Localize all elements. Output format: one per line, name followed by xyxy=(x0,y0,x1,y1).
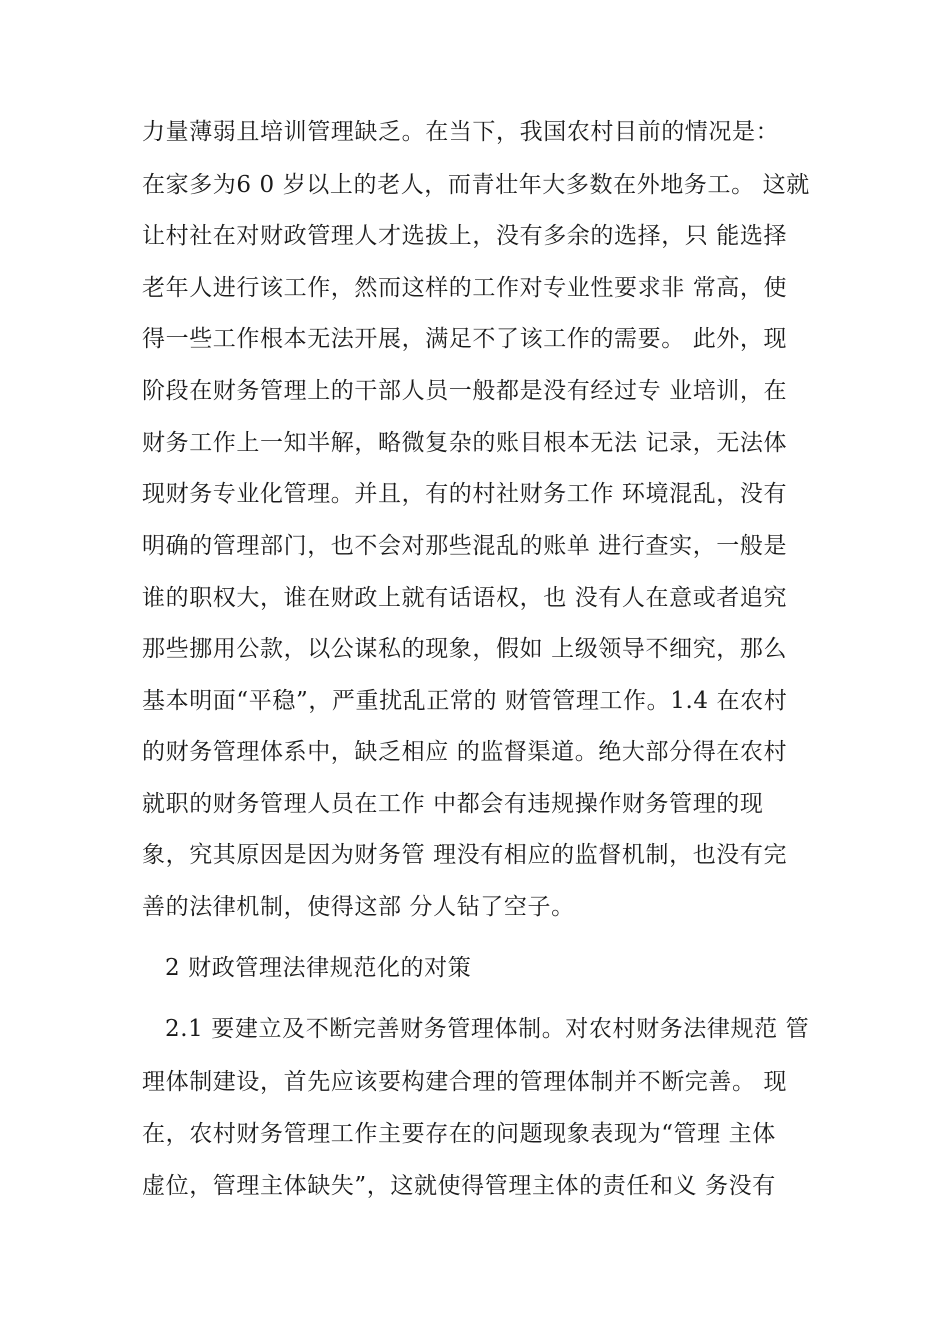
section-heading: 2 财政管理法律规范化的对策 xyxy=(165,955,472,981)
paragraph-line: 财务工作上一知半解，略微复杂的账目根本无法 记录，无法体 xyxy=(142,430,788,456)
paragraph-line: 理体制建设，首先应该要构建合理的管理体制并不断完善。 现 xyxy=(142,1069,788,1095)
paragraph-line: 基本明面“平稳”，严重扰乱正常的 财管管理工作。1.4 在农村 xyxy=(142,688,788,714)
paragraph-line: 在，农村财务管理工作主要存在的问题现象表现为“管理 主体 xyxy=(142,1121,776,1147)
paragraph-line: 得一些工作根本无法开展，满足不了该工作的需要。 此外，现 xyxy=(142,326,788,352)
paragraph-line: 的财务管理体系中，缺乏相应 的监督渠道。绝大部分得在农村 xyxy=(142,739,788,765)
paragraph-line: 阶段在财务管理上的干部人员一般都是没有经过专 业培训，在 xyxy=(142,378,788,404)
paragraph-line: 2.1 要建立及不断完善财务管理体制。对农村财务法律规范 管 xyxy=(165,1016,810,1042)
paragraph-line: 现财务专业化管理。并且，有的村社财务工作 环境混乱，没有 xyxy=(142,481,788,507)
paragraph-line: 明确的管理部门，也不会对那些混乱的账单 进行查实，一般是 xyxy=(142,533,788,559)
paragraph-line: 让村社在对财政管理人才选拔上，没有多余的选择，只 能选择 xyxy=(142,223,788,249)
paragraph-line: 那些挪用公款，以公谋私的现象，假如 上级领导不细究，那么 xyxy=(142,636,788,662)
paragraph-line: 就职的财务管理人员在工作 中都会有违规操作财务管理的现 xyxy=(142,791,764,817)
paragraph-line: 在家多为6 0 岁以上的老人，而青壮年大多数在外地务工。 这就 xyxy=(142,172,810,198)
paragraph-line: 谁的职权大，谁在财政上就有话语权，也 没有人在意或者追究 xyxy=(142,585,788,611)
paragraph-line: 老年人进行该工作，然而这样的工作对专业性要求非 常高，使 xyxy=(142,275,788,301)
paragraph-line: 虚位，管理主体缺失”，这就使得管理主体的责任和义 务没有 xyxy=(142,1173,776,1199)
paragraph-line: 善的法律机制，使得这部 分人钻了空子。 xyxy=(142,894,575,920)
paragraph-line: 力量薄弱且培训管理缺乏。在当下，我国农村目前的情况是： xyxy=(142,119,780,145)
paragraph-line: 象，究其原因是因为财务管 理没有相应的监督机制，也没有完 xyxy=(142,842,788,868)
